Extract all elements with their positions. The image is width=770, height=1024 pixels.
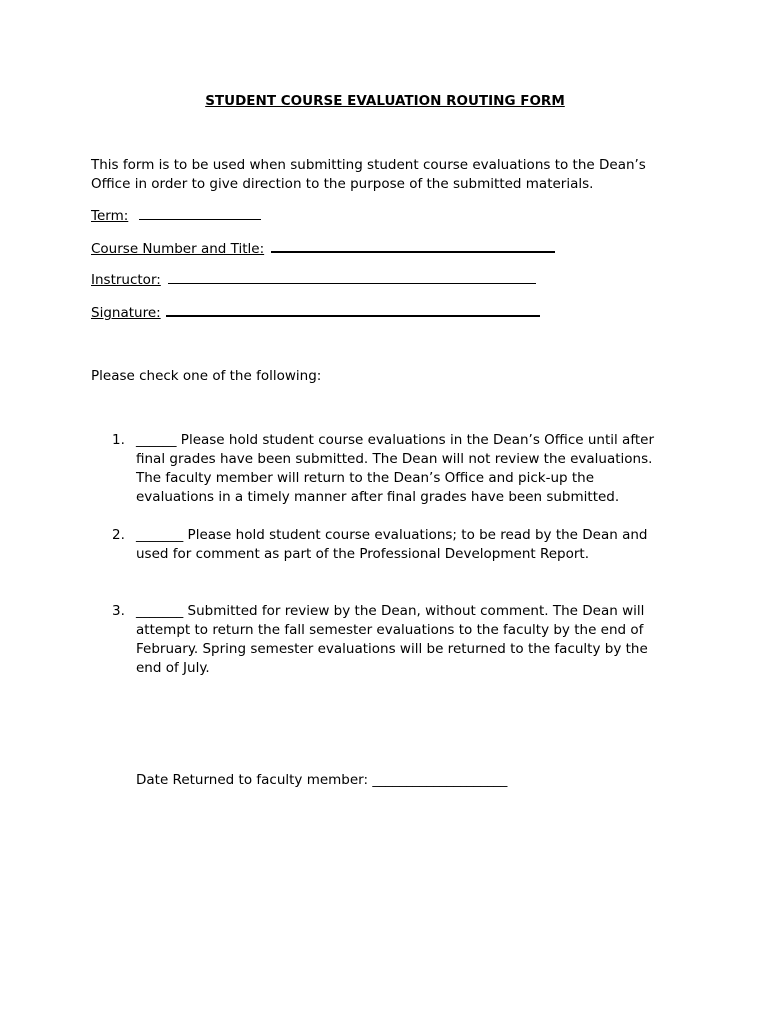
course-field[interactable]: [91, 239, 555, 257]
option-checkbox-blank[interactable]: ______: [136, 432, 181, 448]
term-blank[interactable]: [139, 207, 261, 220]
instructor-label: Instructor:: [91, 272, 161, 288]
date-returned-label: Date Returned to faculty member:: [136, 772, 369, 788]
instructor-field[interactable]: [91, 271, 536, 288]
option-text: [136, 431, 654, 507]
date-returned-blank[interactable]: ____________________: [372, 772, 508, 788]
option-line: attempt to return the fall semester evaluations to the faculty by the end of: [136, 622, 644, 638]
option-checkbox-blank[interactable]: _______: [136, 527, 188, 543]
intro-line: This form is to be used when submitting student course evaluations to the Dean’s: [91, 157, 646, 173]
option-line: Please hold student course evaluations; to be read by the Dean and: [187, 527, 648, 543]
signature-blank[interactable]: [166, 303, 540, 317]
term-field[interactable]: [91, 207, 261, 224]
option-line: end of July.: [136, 660, 210, 676]
form-title: STUDENT COURSE EVALUATION ROUTING FORM: [205, 93, 565, 109]
intro-paragraph: [91, 156, 681, 194]
signature-field[interactable]: [91, 303, 540, 321]
option-number: 2.: [112, 527, 125, 543]
option-line: February. Spring semester evaluations will be returned to the faculty by the: [136, 641, 648, 657]
option-line: final grades have been submitted. The Dean will not review the evaluations.: [136, 451, 653, 467]
signature-label: Signature:: [91, 305, 161, 321]
option-number: 1.: [112, 432, 125, 448]
option-line: The faculty member will return to the Dean’s Office and pick-up the: [136, 470, 595, 486]
instructor-blank[interactable]: [168, 271, 536, 284]
term-label: Term:: [91, 208, 129, 224]
option-line: evaluations in a timely manner after final grades have been submitted.: [136, 489, 620, 505]
intro-line: Office in order to give direction to the purpose of the submitted materials.: [91, 176, 594, 192]
date-returned-field[interactable]: [136, 772, 507, 788]
course-blank[interactable]: [271, 239, 555, 253]
option-line: Submitted for review by the Dean, without comment. The Dean will: [187, 603, 645, 619]
option-text: [136, 526, 648, 564]
check-prompt: Please check one of the following:: [91, 368, 322, 384]
option-line: Please hold student course evaluations in the Dean’s Office until after: [180, 432, 654, 448]
option-line: used for comment as part of the Professional Development Report.: [136, 546, 590, 562]
option-number: 3.: [112, 603, 125, 619]
course-label: Course Number and Title:: [91, 241, 265, 257]
option-checkbox-blank[interactable]: _______: [136, 603, 188, 619]
option-text: [136, 602, 648, 678]
